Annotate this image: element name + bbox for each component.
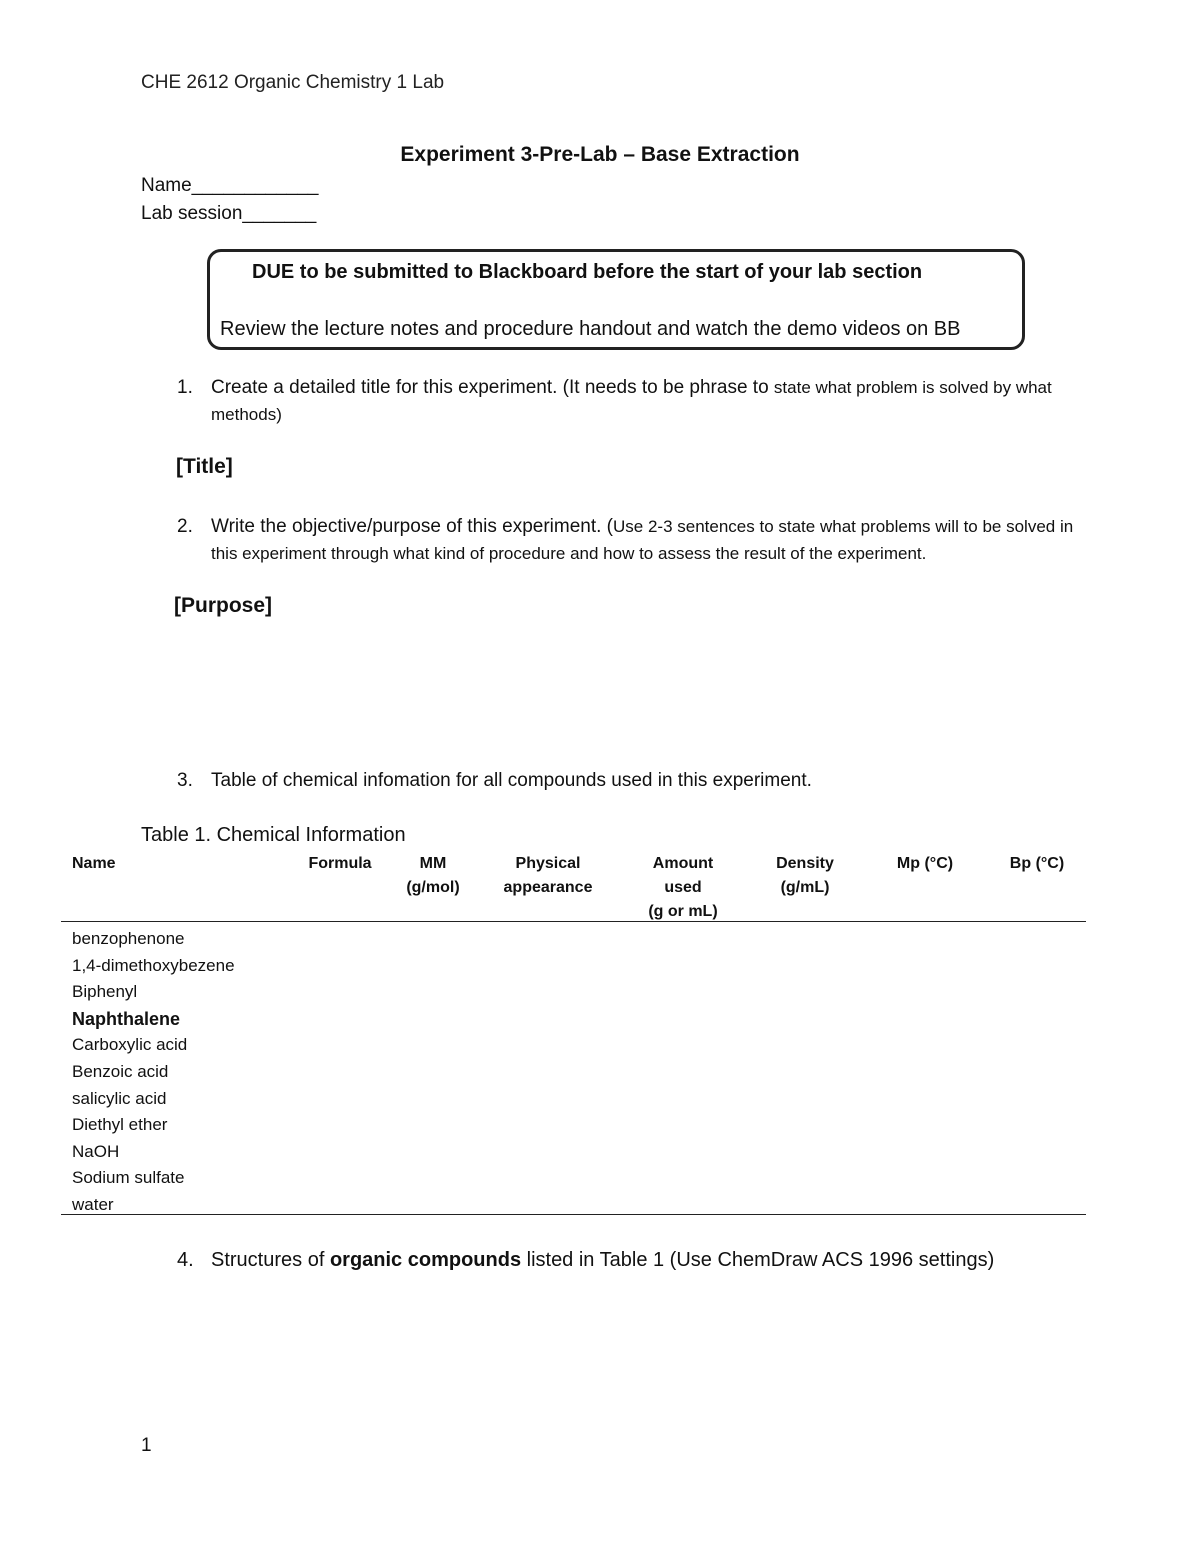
table-row: Benzoic acid — [72, 1061, 169, 1081]
question-4 — [177, 1247, 1077, 1274]
due-notice-box — [207, 249, 1025, 350]
page-title: Experiment 3-Pre-Lab – Base Extraction — [400, 143, 800, 166]
question-text: Write the objective/purpose of this experiment. ( — [211, 516, 614, 537]
compound-list — [72, 926, 235, 1219]
question-text: Create a detailed title for this experiment. (It needs to be phrase to — [211, 377, 774, 398]
table-row: salicylic acid — [72, 1088, 167, 1108]
question-text: Table of chemical infomation for all compounds used in this experiment. — [211, 770, 812, 791]
purpose-placeholder: [Purpose] — [174, 594, 273, 617]
review-notice-line: Review the lecture notes and procedure handout and watch the demo videos on BB — [220, 318, 961, 340]
title-placeholder: [Title] — [176, 455, 233, 478]
table-row: benzophenone — [72, 929, 185, 948]
question-1 — [177, 374, 1077, 428]
question-number: 4. — [177, 1249, 194, 1271]
col-header-physical: Physical appearance — [503, 855, 593, 896]
question-text: Structures of — [211, 1249, 330, 1271]
name-field: Name____________ — [141, 175, 319, 196]
col-header-name: Name — [72, 855, 116, 872]
table-row: Naphthalene — [72, 1008, 181, 1029]
table-row: Biphenyl — [72, 982, 138, 1002]
course-header: CHE 2612 Organic Chemistry 1 Lab — [141, 72, 445, 93]
question-number: 3. — [177, 770, 193, 791]
table-row: 1,4-dimethoxybezene — [72, 955, 235, 975]
col-header-bp: Bp (°C) — [1009, 855, 1065, 872]
question-2 — [177, 513, 1077, 567]
page-number: 1 — [141, 1435, 152, 1456]
table-row: Diethyl ether — [72, 1115, 168, 1135]
table-row: NaOH — [72, 1141, 120, 1161]
col-header-density: Density (g/mL) — [776, 855, 834, 896]
question-emphasis: organic compounds — [329, 1249, 522, 1271]
due-notice-line: DUE to be submitted to Blackboard before the start of your lab section — [252, 261, 923, 283]
question-number: 1. — [177, 377, 193, 398]
col-header-mp: Mp (°C) — [896, 855, 954, 872]
table-row: water — [72, 1194, 114, 1214]
table-header-rule — [61, 921, 1086, 922]
table-row: Carboxylic acid — [72, 1035, 188, 1055]
lab-session-field: Lab session_______ — [141, 203, 317, 224]
col-header-formula: Formula — [308, 855, 372, 872]
col-header-amount: Amount used (g or mL) — [648, 855, 718, 920]
table-row: Sodium sulfate — [72, 1168, 185, 1188]
table-caption: Table 1. Chemical Information — [141, 824, 406, 846]
col-header-mm: MM (g/mol) — [406, 855, 460, 896]
question-instructions: state what problem is solved by what methods) — [211, 378, 1052, 424]
question-number: 2. — [177, 516, 193, 537]
question-3 — [177, 767, 1077, 794]
question-instructions: Use 2-3 sentences to state what problems will to be solved in this experiment through what kind of procedure and how to assess the result of the experiment. — [211, 517, 1074, 563]
question-text-end: listed in Table 1 (Use ChemDraw ACS 1996 settings) — [521, 1249, 995, 1271]
table-bottom-rule — [61, 1214, 1086, 1215]
